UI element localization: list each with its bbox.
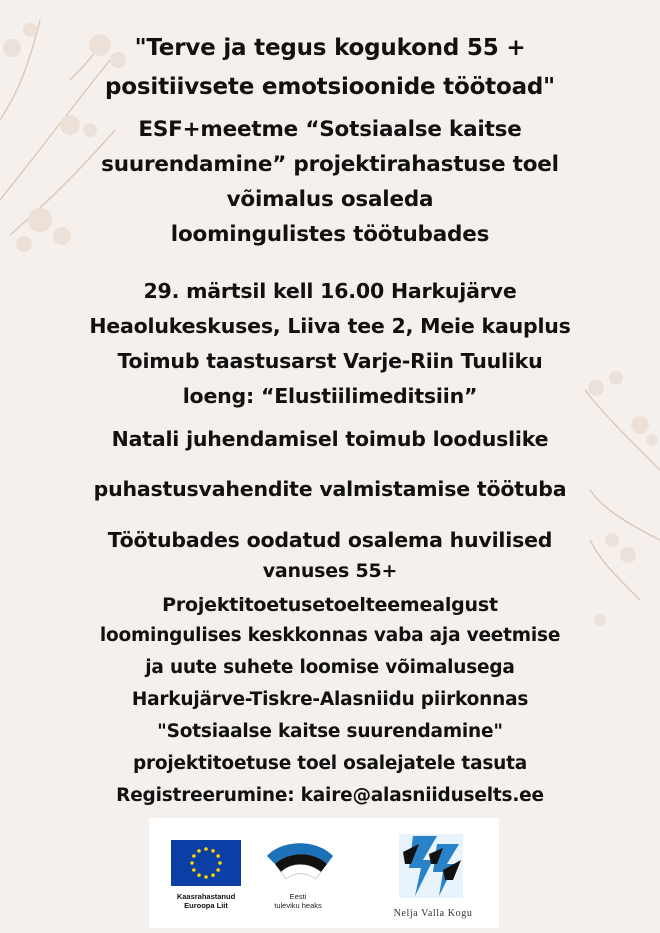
details-line-6: projektitoetuse toel osalejatele tasuta bbox=[132, 753, 528, 774]
details-line-2: loomingulises keskkonnas vaba aja veetmise bbox=[99, 625, 561, 646]
eu-star-icon bbox=[211, 849, 215, 853]
audience-line-2: vanuses 55+ bbox=[262, 560, 398, 582]
eu-flag-icon bbox=[171, 840, 241, 886]
workshop-line-1: Natali juhendamisel toimub looduslike bbox=[111, 427, 549, 451]
eu-star-icon bbox=[197, 849, 201, 853]
title-line-2: positiivsete emotsioonide töötoad" bbox=[105, 74, 555, 100]
eu-caption-line-1: Kaasrahastanud bbox=[176, 892, 236, 901]
title-line-1: "Terve ja tegus kogukond 55 + bbox=[134, 35, 526, 61]
eu-star-icon bbox=[216, 854, 220, 858]
details-line-1: Projektitoetusetoelteemealgust bbox=[162, 594, 498, 616]
registration-line: Registreerumine: kaire@alasniiduselts.ee bbox=[116, 785, 544, 806]
eu-star-icon bbox=[204, 875, 208, 879]
estonia-caption-line-2: tuleviku heaks bbox=[274, 901, 322, 910]
intro-line-4: loomingulistes töötubades bbox=[170, 222, 490, 247]
details-line-4: Harkujärve-Tiskre-Alasniidu piirkonnas bbox=[131, 689, 529, 710]
event-location-line: Heaolukeskuses, Liiva tee 2, Meie kauplus bbox=[89, 314, 571, 338]
estonia-caption-line-1: Eesti bbox=[289, 892, 307, 901]
eu-star-icon bbox=[218, 861, 222, 865]
eu-star-icon bbox=[204, 847, 208, 851]
audience-line-1: Töötubades oodatud osalema huvilised bbox=[107, 528, 553, 552]
lecture-line-1: Toimub taastusarst Varje-Riin Tuuliku bbox=[117, 349, 543, 373]
lecture-line-2: loeng: “Elustiilimeditsiin” bbox=[182, 384, 478, 408]
intro-line-3: võimalus osaleda bbox=[226, 187, 434, 212]
event-date-line: 29. märtsil kell 16.00 Harkujärve bbox=[143, 279, 517, 303]
eu-star-icon bbox=[192, 868, 196, 872]
details-line-3: ja uute suhete loomise võimalusega bbox=[145, 657, 515, 678]
eu-star-icon bbox=[211, 873, 215, 877]
intro-line-2: suurendamine” projektirahastuse toel bbox=[101, 152, 559, 177]
eu-caption-line-2: Euroopa Liit bbox=[184, 901, 228, 910]
estonia-caption bbox=[261, 892, 335, 910]
nvk-caption: Nelja Valla Kogu bbox=[393, 908, 473, 919]
eu-star-icon bbox=[190, 861, 194, 865]
nelja-valla-kogu-logo-icon bbox=[393, 830, 469, 906]
intro-line-1: ESF+meetme “Sotsiaalse kaitse bbox=[138, 117, 522, 142]
eu-star-icon bbox=[197, 873, 201, 877]
eu-star-icon bbox=[192, 854, 196, 858]
details-line-5: "Sotsiaalse kaitse suurendamine" bbox=[157, 721, 503, 742]
eu-caption bbox=[163, 892, 249, 910]
workshop-line-2: puhastusvahendite valmistamise töötuba bbox=[93, 477, 567, 501]
eu-star-icon bbox=[216, 868, 220, 872]
logo-strip bbox=[149, 818, 499, 928]
